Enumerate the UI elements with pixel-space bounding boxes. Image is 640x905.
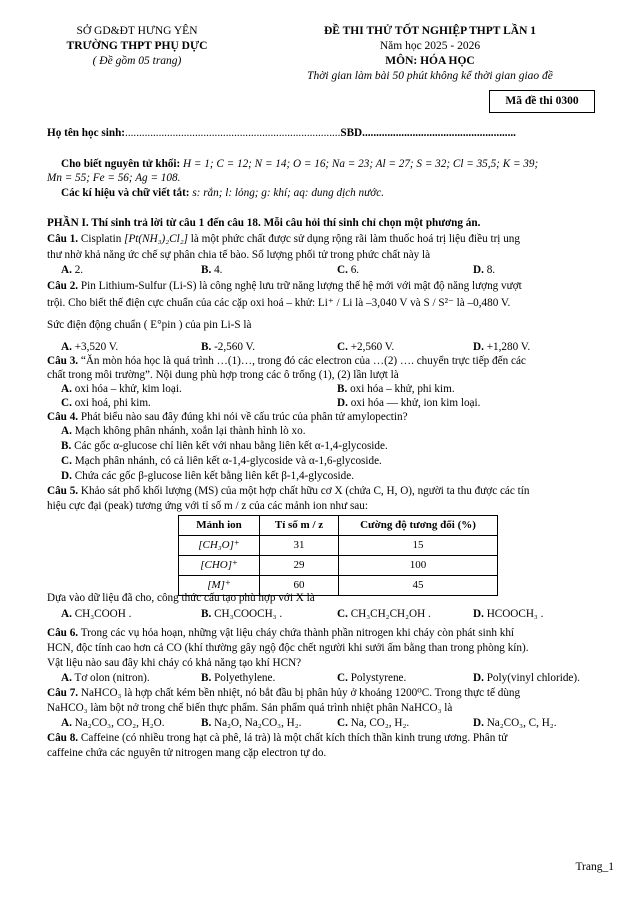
question-6-line-1: Câu 6. Trong các vụ hỏa hoạn, những vật liệu cháy chứa thành phần nitrogen khi cháy còn phát sinh khí <box>47 627 515 639</box>
table-cell: 60 <box>260 576 339 596</box>
question-6-line-2: HCN, độc tính cao hơn cả CO (khí thường gây ngộ độc chết người khi sưởi ấm bằng than trong phòng kín). <box>47 642 529 654</box>
question-2-line-1: Câu 2. Pin Lithium-Sulfur (Li-S) là công nghệ lưu trữ năng lượng thế hệ mới với mật độ năng lượng vượt <box>47 280 522 292</box>
name-label: Họ tên học sinh: <box>47 127 126 139</box>
option-c[interactable]: C. oxi hoá, phi kim. <box>61 397 151 409</box>
school-name: TRƯỜNG THPT PHỤ DỰC <box>66 39 208 52</box>
question-1-options <box>61 263 616 278</box>
option-d[interactable]: D. Poly(vinyl chloride). <box>473 672 580 684</box>
symbols-label: Các kí hiệu và chữ viết tắt: <box>61 187 190 199</box>
question-5-options <box>61 607 616 622</box>
table-cell: [CH₃O]⁺ <box>179 536 260 556</box>
option-c[interactable]: C. Mạch phân nhánh, có cả liên kết α-1,4-glycoside và α-1,6-glycoside. <box>61 455 382 467</box>
page-count: ( Đề gồm 05 trang) <box>92 54 182 67</box>
atomic-values-2: Mn = 55; Fe = 56; Ag = 108. <box>47 172 181 184</box>
option-c[interactable]: C. CH₃CH₂CH₂OH . <box>337 608 431 620</box>
question-label: Câu 7. <box>47 687 79 699</box>
option-c[interactable]: C. Na, CO₂, H₂. <box>337 717 410 729</box>
option-b[interactable]: B. Na₂O, Na₂CO₃, H₂. <box>201 717 302 729</box>
atomic-label: Cho biết nguyên tử khối: <box>61 158 181 170</box>
question-label: Câu 8. <box>47 732 79 744</box>
header-left <box>48 24 226 69</box>
question-1-line-2: thư nhờ khả năng ức chế sự phân chia tế bào. Số lượng phối tử trong phức chất này là <box>47 249 431 261</box>
option-d[interactable]: D. Chứa các gốc β-glucose liên kết bằng liên kết β-1,4-glycoside. <box>61 470 355 482</box>
question-label: Câu 2. <box>47 280 79 292</box>
option-a[interactable]: A. Na₂CO₃, CO₂, H₂O. <box>61 717 165 729</box>
option-b[interactable]: B. 4. <box>201 264 223 276</box>
question-5-line-2: hiệu cực đại (peak) tương ứng với tỉ số m / z của các mảnh ion như sau: <box>47 500 368 512</box>
question-label: Câu 6. <box>47 627 79 639</box>
table-row <box>179 536 498 556</box>
question-6-options <box>61 671 616 686</box>
option-a[interactable]: A. Mạch không phân nhánh, xoắn lại thành hình lò xo. <box>61 425 306 437</box>
department: SỞ GD&ĐT HƯNG YÊN <box>76 25 198 37</box>
option-d[interactable]: D. oxi hóa — khử, ion kim loại. <box>337 397 481 409</box>
question-2-options <box>61 340 616 355</box>
table-cell: 100 <box>339 556 498 576</box>
question-6-line-3: Vật liệu nào sau đây khi cháy có khả năng tạo khí HCN? <box>47 657 302 669</box>
name-dots: ............................................................................. <box>125 127 341 139</box>
option-a[interactable]: A. 2. <box>61 264 84 276</box>
table-cell: 29 <box>260 556 339 576</box>
question-4-line-1: Câu 4. Phát biểu nào sau đây đúng khi nói về cấu trúc của phân tử amylopectin? <box>47 411 408 423</box>
student-info-line <box>47 126 613 140</box>
question-1-line-1: Câu 1. Cisplatin [Pt(NH₃)₂Cl₂] là một phức chất được sử dụng rộng rãi làm thuốc hoá trị liệu điều trị ung <box>47 233 520 245</box>
option-d[interactable]: D. 8. <box>473 264 496 276</box>
option-c[interactable]: C. +2,560 V. <box>337 341 395 353</box>
question-7-line-1: Câu 7. NaHCO₃ là hợp chất kém bền nhiệt, nó bắt đầu bị phân hủy ở khoảng 1200⁰C. Trong thực tế dùng <box>47 687 521 699</box>
question-label: Câu 4. <box>47 411 79 423</box>
exam-title: ĐỀ THI THỬ TỐT NGHIỆP THPT LẦN 1 <box>323 25 537 37</box>
table-cell: 15 <box>339 536 498 556</box>
table-header-row <box>179 516 498 536</box>
option-a[interactable]: A. CH₃COOH . <box>61 608 132 620</box>
option-d[interactable]: D. HCOOCH₃ . <box>473 608 544 620</box>
cisplatin-formula: [Pt(NH₃)₂Cl₂] <box>124 233 188 245</box>
question-5-after-table: Dựa vào dữ liệu đã cho, công thức cấu tạo phù hợp với X là <box>47 592 315 604</box>
table-cell: [M]⁺ <box>179 576 260 596</box>
question-5-line-1: Câu 5. Khảo sát phổ khối lượng (MS) của một hợp chất hữu cơ X (chứa C, H, O), người ta thu được các tín <box>47 485 530 497</box>
atomic-mass-line <box>47 157 627 171</box>
question-7-options <box>61 716 616 731</box>
option-d[interactable]: D. Na₂CO₃, C, H₂. <box>473 717 557 729</box>
sbd-label: SBD. <box>340 127 365 139</box>
symbols-text: s: rắn; l: lỏng; g: khí; aq: dung dịch nước. <box>192 187 384 199</box>
school-year: Năm học 2025 - 2026 <box>379 39 481 52</box>
option-b[interactable]: B. Các gốc α-glucose chỉ liên kết với nhau bằng liên kết α-1,4-glycoside. <box>61 440 388 452</box>
part-1-heading: PHẦN I. Thí sinh trả lời từ câu 1 đến câu 18. Mỗi câu hỏi thí sinh chỉ chọn một phương án. <box>47 217 481 229</box>
header-right <box>260 24 600 84</box>
table-header-cell: Tỉ số m / z <box>260 516 339 536</box>
symbols-line <box>47 186 627 200</box>
question-2-line-2: trội. Cho biết thế điện cực chuẩn của các cặp oxi hoá – khử: Li⁺ / Li là –3,040 V và S / S²⁻ là –0,480 V. <box>47 297 511 309</box>
table-header-cell: Cường độ tương đối (%) <box>339 516 498 536</box>
subject: MÔN: HÓA HỌC <box>385 54 475 67</box>
question-label: Câu 3. <box>47 355 79 367</box>
option-a[interactable]: A. +3,520 V. <box>61 341 119 353</box>
question-3-line-2: chất trong môi trường”. Nội dung phù hợp trong các ô trống (1), (2) lần lượt là <box>47 369 399 381</box>
option-a[interactable]: A. oxi hóa – khử, kim loại. <box>61 383 182 395</box>
option-b[interactable]: B. Polyethylene. <box>201 672 276 684</box>
exam-code-box: Mã đề thi 0300 <box>489 90 595 113</box>
question-3-line-1: Câu 3. “Ăn mòn hóa học là quá trình …(1)…, trong đó các electron của …(2) …. chuyển trực tiếp đến các <box>47 355 526 367</box>
option-b[interactable]: B. oxi hóa – khử, phi kim. <box>337 383 455 395</box>
table-cell: [CHO]⁺ <box>179 556 260 576</box>
question-2-line-3: Sức điện động chuẩn ( E°pin ) của pin Li-S là <box>47 319 252 331</box>
table-row <box>179 556 498 576</box>
option-c[interactable]: C. Polystyrene. <box>337 672 407 684</box>
option-b[interactable]: B. -2,560 V. <box>201 341 255 353</box>
question-label: Câu 5. <box>47 485 79 497</box>
option-b[interactable]: B. CH₃COOCH₃ . <box>201 608 283 620</box>
table-cell: 45 <box>339 576 498 596</box>
time-limit: Thời gian làm bài 50 phút không kể thời gian giao đề <box>307 69 553 82</box>
question-8-line-2: caffeine chứa các nguyên tử nitrogen mang cặp electron tự do. <box>47 747 327 759</box>
page-footer: Trang_1 <box>575 861 614 873</box>
option-c[interactable]: C. 6. <box>337 264 360 276</box>
question-3-options-row-1 <box>61 382 616 397</box>
option-d[interactable]: D. +1,280 V. <box>473 341 531 353</box>
sbd-dots: ...................................................... <box>364 127 516 139</box>
table-header-cell: Mảnh ion <box>179 516 260 536</box>
option-a[interactable]: A. Tơ olon (nitron). <box>61 672 150 684</box>
atomic-values-1: H = 1; C = 12; N = 14; O = 16; Na = 23; Al = 27; S = 32; Cl = 35,5; K = 39; <box>183 158 539 170</box>
question-7-line-2: NaHCO₃ làm bột nở trong chế biến thực phẩm. Sản phẩm quá trình nhiệt phân NaHCO₃ là <box>47 702 453 714</box>
question-label: Câu 1. <box>47 233 79 245</box>
ms-data-table <box>178 515 498 596</box>
question-3-options-row-2 <box>61 396 616 411</box>
table-cell: 31 <box>260 536 339 556</box>
question-8-line-1: Câu 8. Caffeine (có nhiều trong hạt cà phê, lá trà) là một chất kích thích thần kinh trung ương. Phân tử <box>47 732 508 744</box>
